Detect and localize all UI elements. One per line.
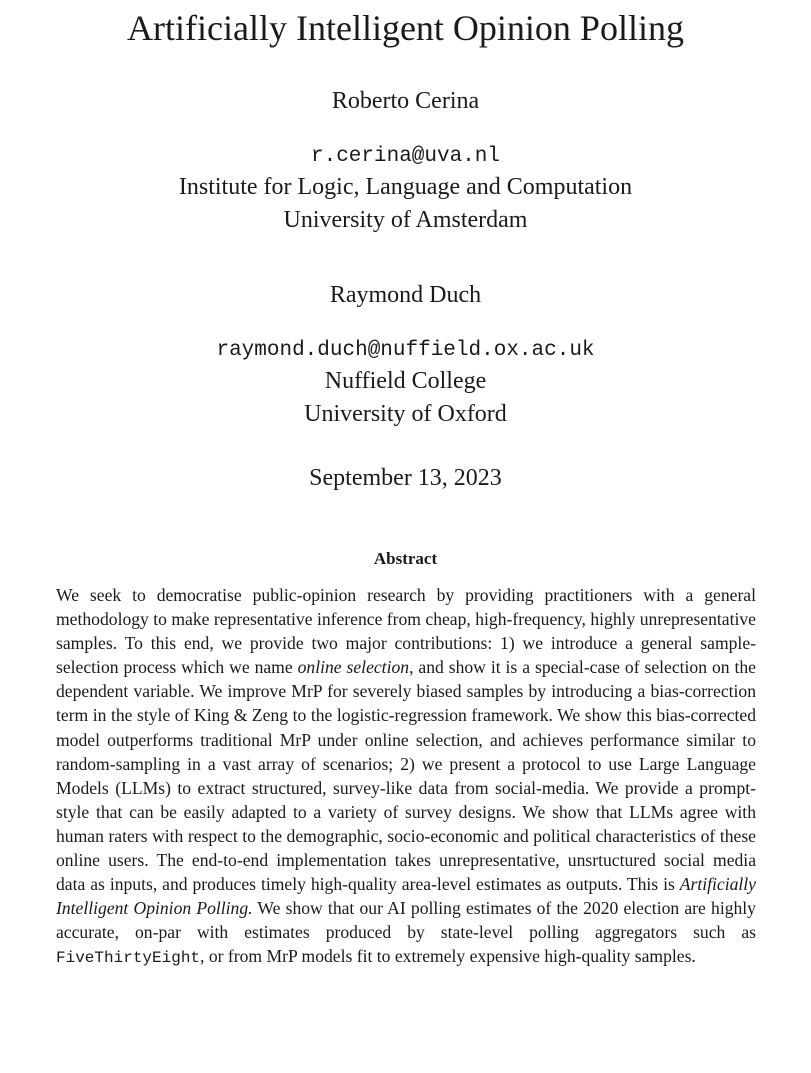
paper-title: Artificially Intelligent Opinion Polling (127, 8, 684, 48)
author-name-2: Raymond Duch (329, 282, 482, 308)
author-email-1[interactable]: r.cerina@uva.nl (310, 145, 501, 168)
author-affiliation-1b: University of Amsterdam (283, 207, 528, 233)
author-email-2[interactable]: raymond.duch@nuffield.ox.ac.uk (216, 339, 595, 362)
abstract-emphasis-title: Artificially Intelligent Opinion Polling. (56, 874, 756, 919)
abstract-text-2: , and show it is a special-case of selection on the dependent variable. We improve MrP for severely biased samples by introducing a bias-correction term in the style of King & Zeng to the logistic-regression framework. We show this bias-corrected model outperforms traditional MrP under online selection, and achieves performance similar to random-sampling in a vast array of scenarios; 2) we present a protocol to use Large Language Models (LLMs) to extract structured, survey-like data from social-media. We provide a prompt-style that can be easily adapted to a variety of survey designs. We show that LLMs agree with human raters with respect to the demographic, socio-economic and political characteristics of these online users. The end-to-end implementation takes unrepresentative, unsrtuctured social media data as inputs, and produces timely high-quality area-level estimates as outputs. This is (56, 657, 756, 895)
author-affiliation-2b: University of Oxford (304, 401, 507, 427)
abstract-heading: Abstract (373, 549, 438, 568)
abstract-code-fivethirtyeight: FiveThirtyEight (56, 949, 201, 968)
abstract-text-4: , or from MrP models fit to extremely expensive high-quality samples. (200, 946, 696, 967)
paper-date: September 13, 2023 (309, 465, 502, 491)
abstract-emphasis-online-selection: online selection (297, 657, 410, 678)
abstract-body (56, 583, 756, 971)
author-name-1: Roberto Cerina (331, 88, 480, 114)
author-affiliation-2a: Nuffield College (324, 368, 487, 394)
author-affiliation-1a: Institute for Logic, Language and Computation (178, 174, 633, 200)
abstract-text-1: We seek to democratise public-opinion research by providing practitioners with a general methodology to make representative inference from cheap, high-frequency, highly unrepresentative samples. To this end, we provide two major contributions: 1) we introduce a general sample-selection process which we name (56, 585, 756, 678)
abstract-text-3: We show that our AI polling estimates of the 2020 election are highly accurate, on-par with estimates produced by state-level polling aggregators such as (56, 898, 756, 943)
